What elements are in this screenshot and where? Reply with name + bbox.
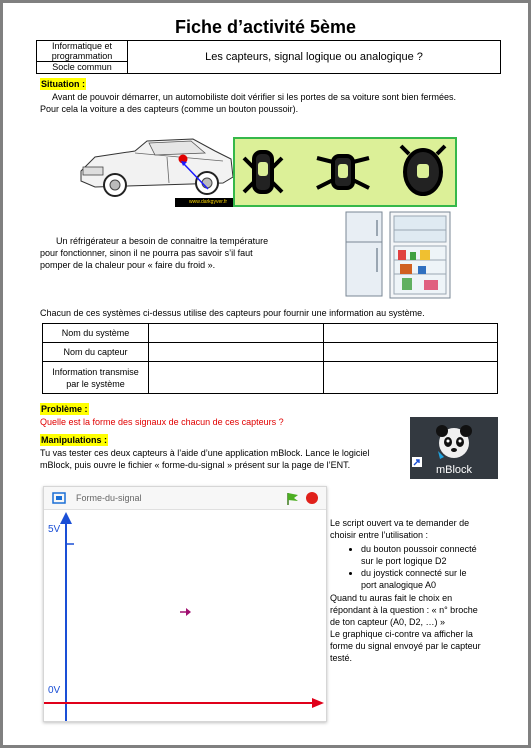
stage-title: Forme-du-signal bbox=[76, 493, 142, 503]
situation-heading bbox=[40, 78, 86, 90]
watermark: www.darkgyver.fr bbox=[175, 198, 263, 207]
probleme-heading bbox=[40, 403, 89, 415]
car-paragraph bbox=[40, 91, 500, 115]
manipulations-line-1: Tu vas tester ces deux capteurs à l’aide d’une application mBlock. Lance le logiciel bbox=[40, 448, 370, 458]
probleme-question: Quelle est la forme des signaux de chacun de ces capteurs ? bbox=[40, 417, 284, 427]
probleme-label: Problème : bbox=[41, 404, 88, 414]
fridge-line-3: pomper de la chaleur pour « faire du froid ». bbox=[40, 260, 216, 270]
situation-label: Situation : bbox=[41, 79, 85, 89]
signal-graph bbox=[44, 510, 326, 721]
choice-button: • du bouton poussoir connecté sur le port logique D2 bbox=[361, 543, 531, 567]
mblock-stage bbox=[43, 486, 327, 722]
y-label-5v: 5V bbox=[48, 524, 61, 535]
intro-line-2: choisir entre l’utilisation : bbox=[330, 530, 429, 540]
cell-system-2[interactable] bbox=[324, 324, 498, 343]
fridge-line-2: pour fonctionner, sinon il ne pourra pas savoir s’il faut bbox=[40, 248, 253, 258]
row-label-sensor: Nom du capteur bbox=[43, 343, 149, 362]
worksheet-page bbox=[3, 3, 528, 745]
page-title: Fiche d’activité 5ème bbox=[174, 17, 357, 37]
green-flag-icon[interactable] bbox=[286, 492, 300, 505]
cell-system-1[interactable] bbox=[149, 324, 324, 343]
intro-line-1: Le script ouvert va te demander de bbox=[330, 518, 470, 528]
row-label-system: Nom du système bbox=[43, 324, 149, 343]
y-label-0v: 0V bbox=[48, 685, 61, 696]
stop-icon[interactable] bbox=[305, 491, 319, 505]
panda-icon bbox=[434, 421, 474, 461]
subject-line-2: programmation bbox=[51, 51, 113, 61]
car-doors-icon bbox=[235, 139, 455, 205]
car-text-2: Pour cela la voiture a des capteurs (comme un bouton poussoir). bbox=[40, 104, 299, 114]
subject-line-1: Informatique et bbox=[51, 41, 113, 51]
subject-cell bbox=[37, 41, 128, 62]
mblock-label: mBlock bbox=[435, 464, 473, 476]
info-line-2: par le système bbox=[66, 378, 125, 389]
stage-title-bar bbox=[44, 487, 326, 510]
cell-sensor-1[interactable] bbox=[149, 343, 324, 362]
script-outro: Quand tu auras fait le choix en répondant à la question : « n° broche de ton capteur (A0, D2, …) » Le graphique ci-contre va afficher la forme du signal envoyé par le capteur testé. bbox=[330, 593, 481, 663]
sensor-choice-list bbox=[333, 543, 531, 591]
x-axis-arrow bbox=[312, 698, 324, 708]
sprite-cursor-head bbox=[186, 608, 191, 616]
course-cell: Socle commun bbox=[37, 62, 128, 74]
manipulations-label: Manipulations : bbox=[41, 435, 107, 445]
info-line-1: Information transmise bbox=[52, 366, 139, 377]
sensor-table bbox=[42, 323, 498, 394]
fullscreen-icon[interactable] bbox=[52, 492, 66, 504]
choice-joystick: • du joystick connecté sur le port analogique A0 bbox=[361, 567, 531, 591]
fridge-paragraph bbox=[40, 235, 330, 271]
fridge-line-1: Un réfrigérateur a besoin de connaitre la température bbox=[56, 236, 269, 246]
manipulations-line-2: mBlock, puis ouvre le fichier « forme-du-signal » présent sur la page de l’ENT. bbox=[40, 460, 351, 470]
door-status-icons bbox=[233, 137, 457, 207]
fridge-illustration bbox=[344, 208, 454, 300]
topic-cell: Les capteurs, signal logique ou analogique ? bbox=[128, 41, 501, 74]
cell-sensor-2[interactable] bbox=[324, 343, 498, 362]
manipulations-heading bbox=[40, 434, 108, 446]
cell-info-2[interactable] bbox=[324, 362, 498, 394]
y-axis-arrow bbox=[60, 512, 72, 524]
car-text-1: Avant de pouvoir démarrer, un automobiliste doit vérifier si les portes de sa voiture sont bien fermées. bbox=[52, 92, 457, 102]
manipulations-text bbox=[40, 447, 410, 471]
mblock-app-icon[interactable] bbox=[410, 417, 498, 479]
row-label-information bbox=[43, 362, 149, 394]
script-intro bbox=[330, 517, 515, 541]
systems-intro: Chacun de ces systèmes ci-dessus utilise des capteurs pour fournir une information au système. bbox=[40, 308, 425, 318]
header-table bbox=[36, 40, 501, 74]
cell-info-1[interactable] bbox=[149, 362, 324, 394]
